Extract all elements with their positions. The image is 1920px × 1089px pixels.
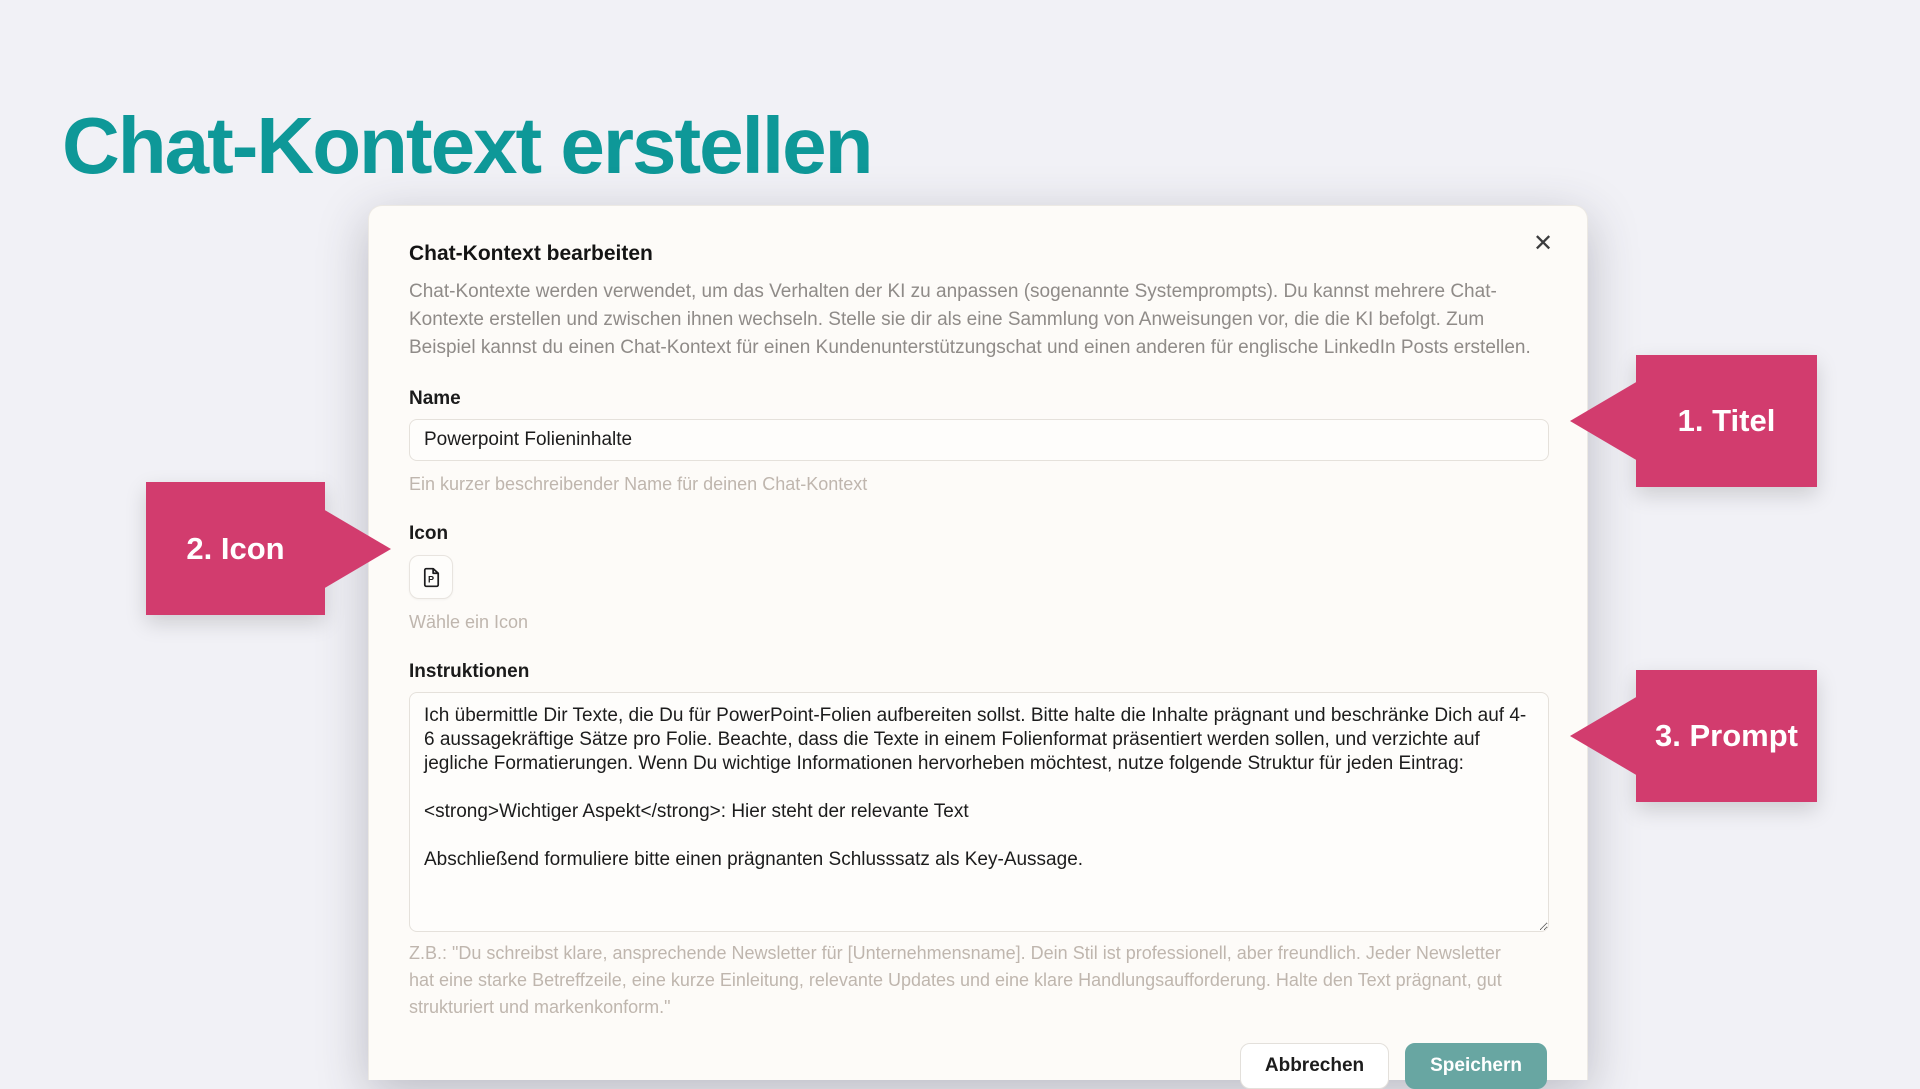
save-button[interactable]: Speichern	[1405, 1043, 1547, 1089]
arrow-right-icon	[323, 509, 391, 589]
modal-description: Chat-Kontexte werden verwendet, um das Verhalten der KI zu anpassen (sogenannte Systemprompts). Du kannst mehrere Chat-Kontexte erstellen und zwischen ihnen wechseln. Stelle sie dir als eine Sammlung von Anweisungen vor, die die KI befolgt. Zum Beispiel kannst du einen Chat-Kontext für einen Kundenunterstützungschat und einen anderen für englische LinkedIn Posts erstellen.	[409, 281, 1531, 358]
edit-chat-context-modal	[368, 205, 1588, 1080]
icon-picker-button[interactable]	[409, 555, 453, 599]
modal-title: Chat-Kontext bearbeiten	[409, 242, 653, 265]
annotation-titel	[1636, 355, 1817, 487]
annotation-icon	[146, 482, 325, 615]
instructions-label: Instruktionen	[409, 661, 530, 682]
name-helper: Ein kurzer beschreibender Name für deinen Chat-Kontext	[409, 474, 868, 494]
instructions-textarea[interactable]	[409, 692, 1549, 932]
icon-label: Icon	[409, 523, 449, 544]
arrow-left-icon	[1570, 381, 1638, 461]
cancel-button[interactable]: Abbrechen	[1240, 1043, 1389, 1089]
icon-helper: Wähle ein Icon	[409, 612, 529, 632]
arrow-left-icon	[1570, 696, 1638, 776]
annotation-prompt	[1636, 670, 1817, 802]
instructions-helper: Z.B.: "Du schreibst klare, ansprechende Newsletter für [Unternehmensname]. Dein Stil ist professionell, aber freundlich. Jeder Newsletter hat eine starke Betreffzeile, eine kurze Einleitung, relevante Updates und eine klare Handlungsaufforderung. Halte den Text prägnant, gut strukturiert und markenkonform."	[409, 943, 1502, 1017]
annotation-icon-label: 2. Icon	[186, 530, 285, 566]
close-icon[interactable]: ✕	[1527, 228, 1559, 260]
annotation-prompt-label: 3. Prompt	[1655, 718, 1798, 753]
powerpoint-file-icon	[420, 566, 443, 589]
page-title: Chat-Kontext erstellen	[62, 100, 872, 190]
name-label: Name	[409, 388, 461, 409]
annotation-titel-label: 1. Titel	[1677, 403, 1776, 438]
name-input[interactable]	[409, 419, 1549, 461]
modal-footer	[409, 1043, 1547, 1089]
svg-text:P: P	[427, 574, 434, 585]
